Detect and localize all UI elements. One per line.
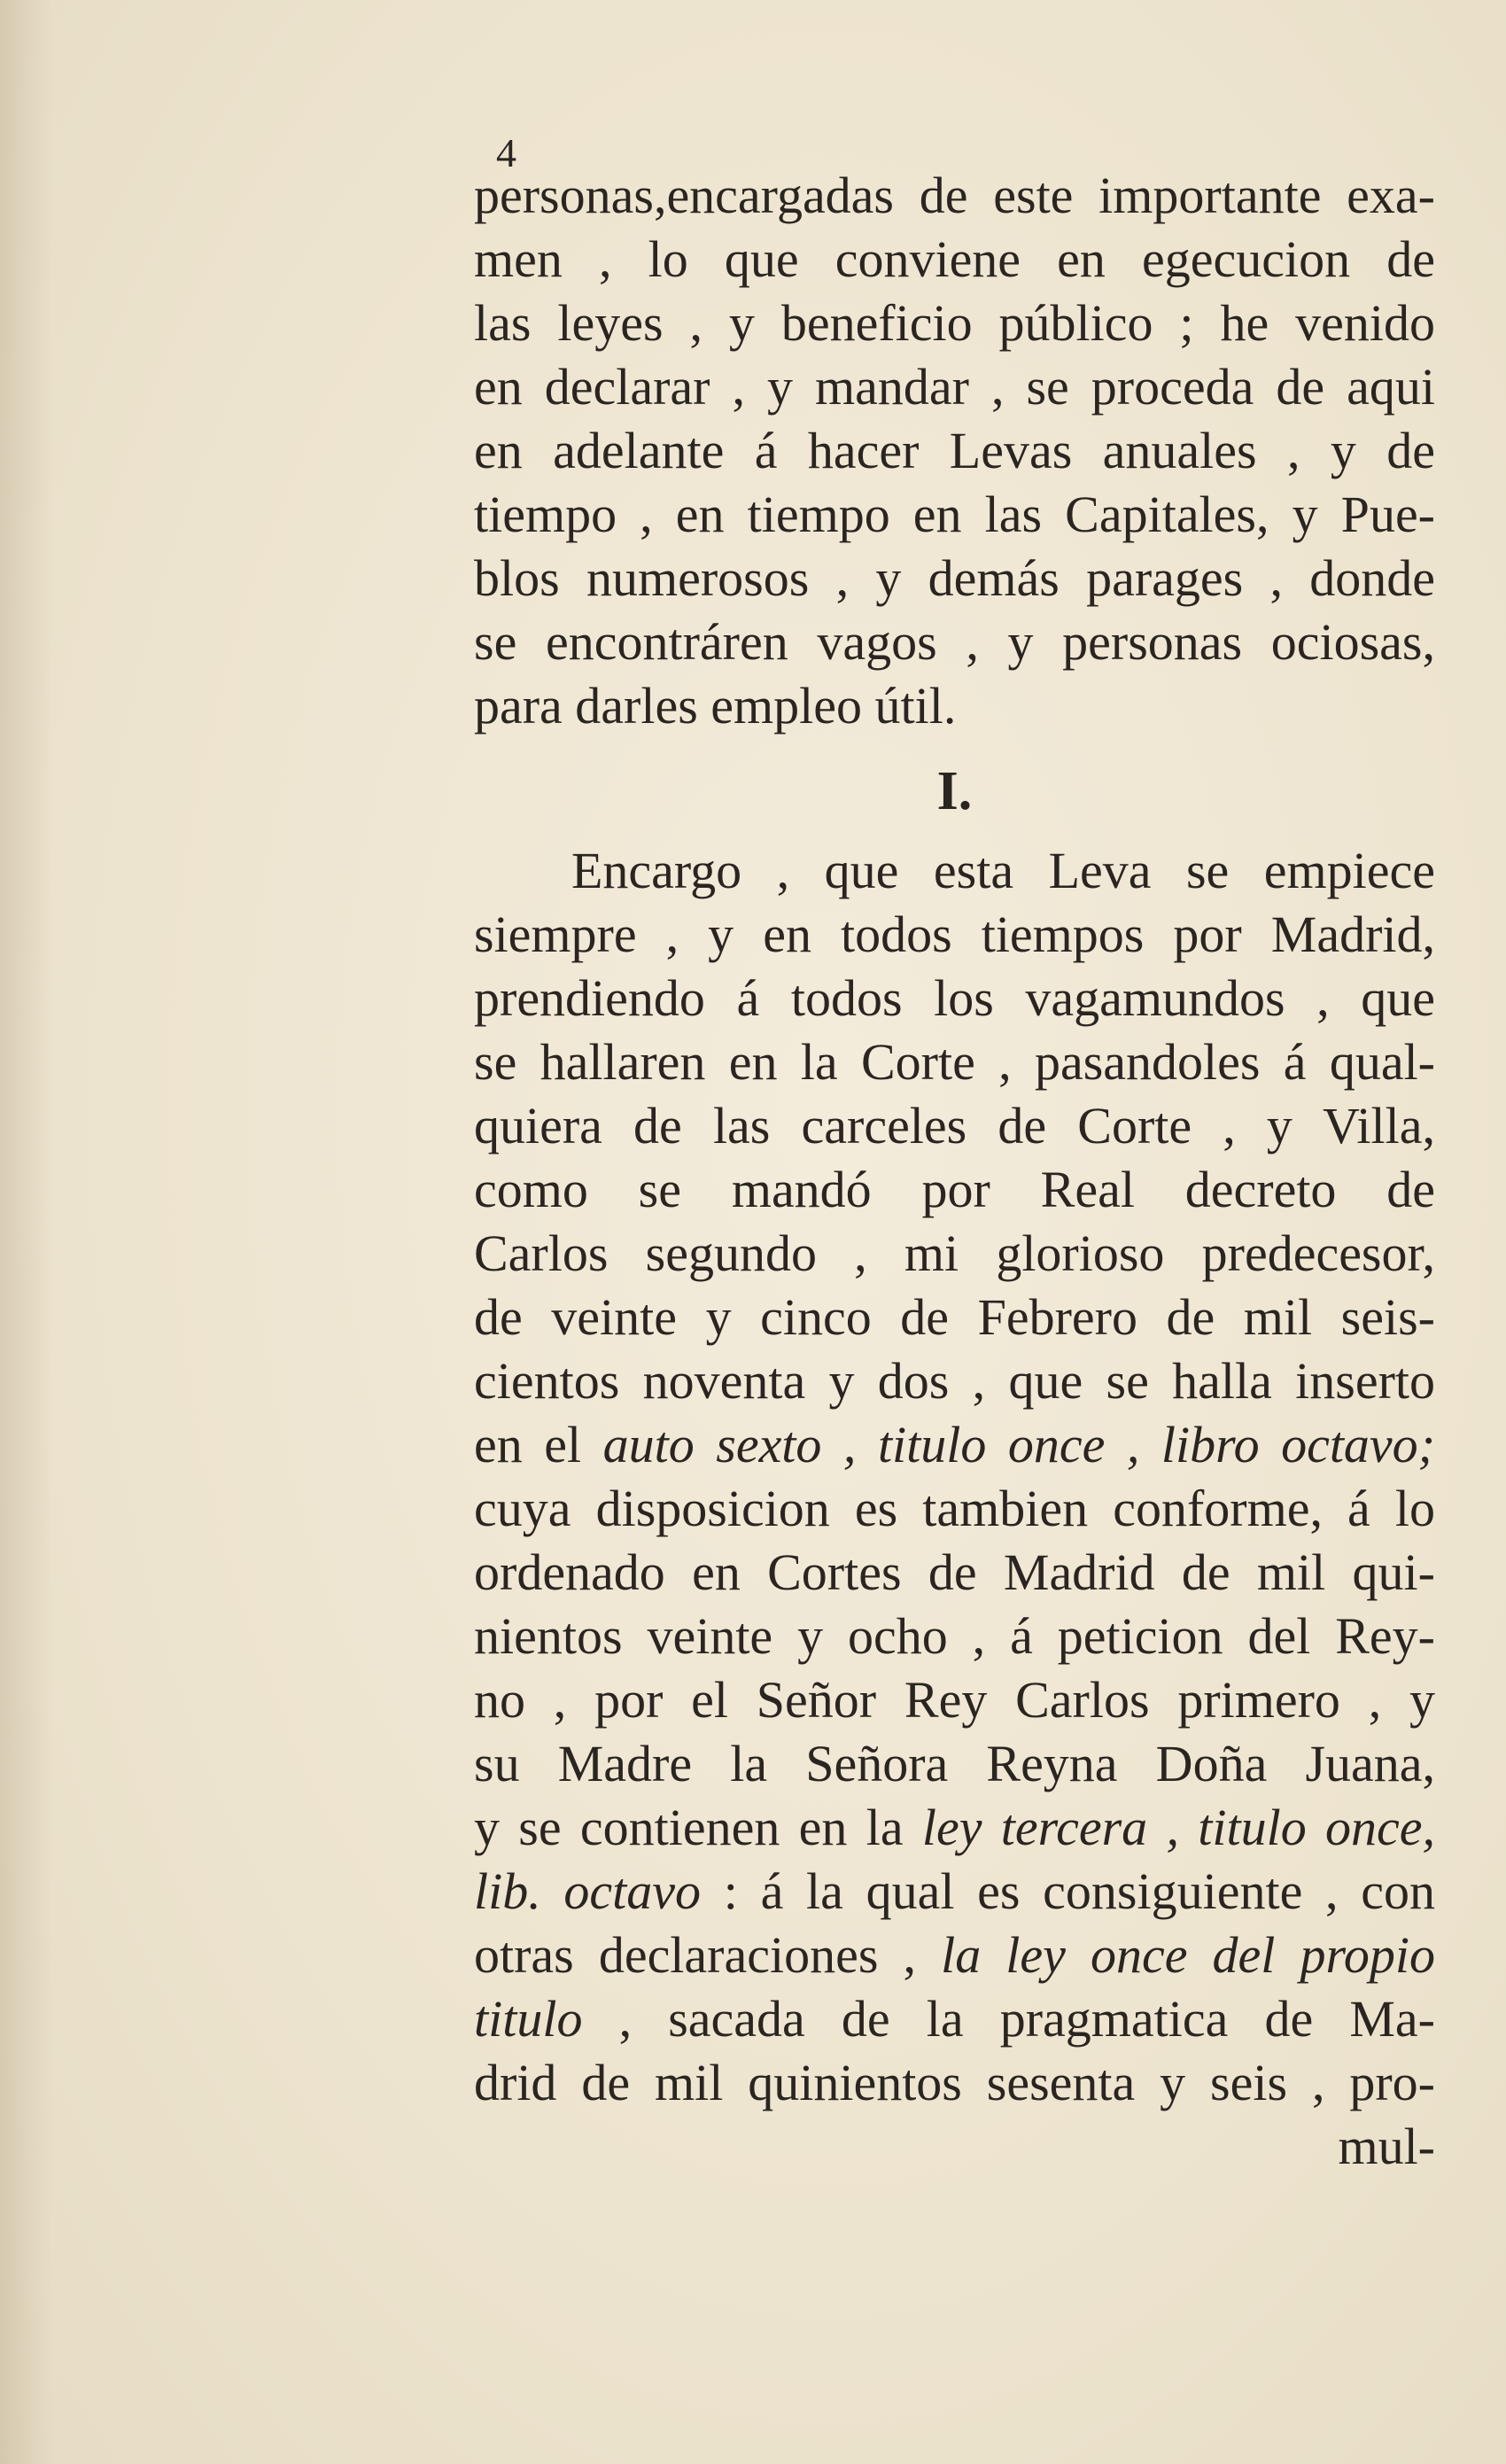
text-segment: : á la qual es consiguiente , con [701,1862,1435,1920]
italic-citation: la ley once del propio [941,1926,1436,1984]
text-line: drid de mil quinientos sesenta y seis , pro- [474,2054,1435,2111]
text-line [474,1987,1435,2051]
text-line [474,1924,1435,1987]
text-line: se encontráren vagos , y personas ociosas, [474,613,1435,671]
text-segment: y se contienen en la [474,1799,922,1856]
text-line: cientos noventa y dos , que se halla inserto [474,1352,1435,1410]
text-line: como se mandó por Real decreto de [474,1161,1435,1218]
text-line [474,1796,1435,1860]
text-line: en declarar , y mandar , se proceda de aqui [474,358,1435,416]
page-edge-shadow [0,0,53,2464]
text-line: de veinte y cinco de Febrero de mil seis- [474,1288,1435,1346]
text-line: siempre , y en todos tiempos por Madrid, [474,906,1435,963]
text-line: Carlos segundo , mi glorioso predecesor, [474,1224,1435,1282]
text-line: tiempo , en tiempo en las Capitales, y Pue- [474,486,1435,543]
text-line: se hallaren en la Corte , pasandoles á qual- [474,1033,1435,1091]
text-line: prendiendo á todos los vagamundos , que [474,969,1435,1027]
italic-citation: lib. octavo [474,1862,702,1920]
text-line: Encargo , que esta Leva se empiece [571,842,1435,899]
text-line: para darles empleo útil. [474,677,957,735]
text-line: personas,encargadas de este importante exa- [474,167,1435,224]
text-line: su Madre la Señora Reyna Doña Juana, [474,1735,1435,1792]
text-line: nientos veinte y ocho , á peticion del Rey- [474,1607,1435,1665]
text-line [474,1860,1435,1924]
text-segment: otras declaraciones , [474,1926,942,1984]
text-line: ordenado en Cortes de Madrid de mil qui- [474,1543,1435,1601]
text-line: las leyes , y beneficio público ; he venido [474,294,1435,352]
text-line: cuya disposicion es tambien conforme, á lo [474,1480,1435,1537]
text-block [474,164,1435,2179]
text-segment: , sacada de la pragmatica de Ma- [582,1990,1435,2048]
italic-citation: auto sexto , titulo once , libro octavo; [602,1416,1435,1473]
text-line: no , por el Señor Rey Carlos primero , y [474,1671,1435,1729]
section-heading: I. [936,761,973,821]
text-line: blos numerosos , y demás parages , donde [474,549,1435,607]
text-line: en adelante á hacer Levas anuales , y de [474,422,1435,479]
paragraph-article-one [474,839,1435,2179]
text-line: men , lo que conviene en egecucion de [474,230,1435,288]
text-segment: en el [474,1416,603,1473]
text-line: quiera de las carceles de Corte , y Villa, [474,1097,1435,1154]
text-line [474,1413,1435,1477]
paragraph-intro [474,164,1435,738]
italic-citation: ley tercera , titulo once, [921,1799,1435,1856]
page-number: 4 [496,130,516,175]
catchword: mul- [1338,2118,1435,2175]
italic-citation: titulo [474,1990,583,2048]
